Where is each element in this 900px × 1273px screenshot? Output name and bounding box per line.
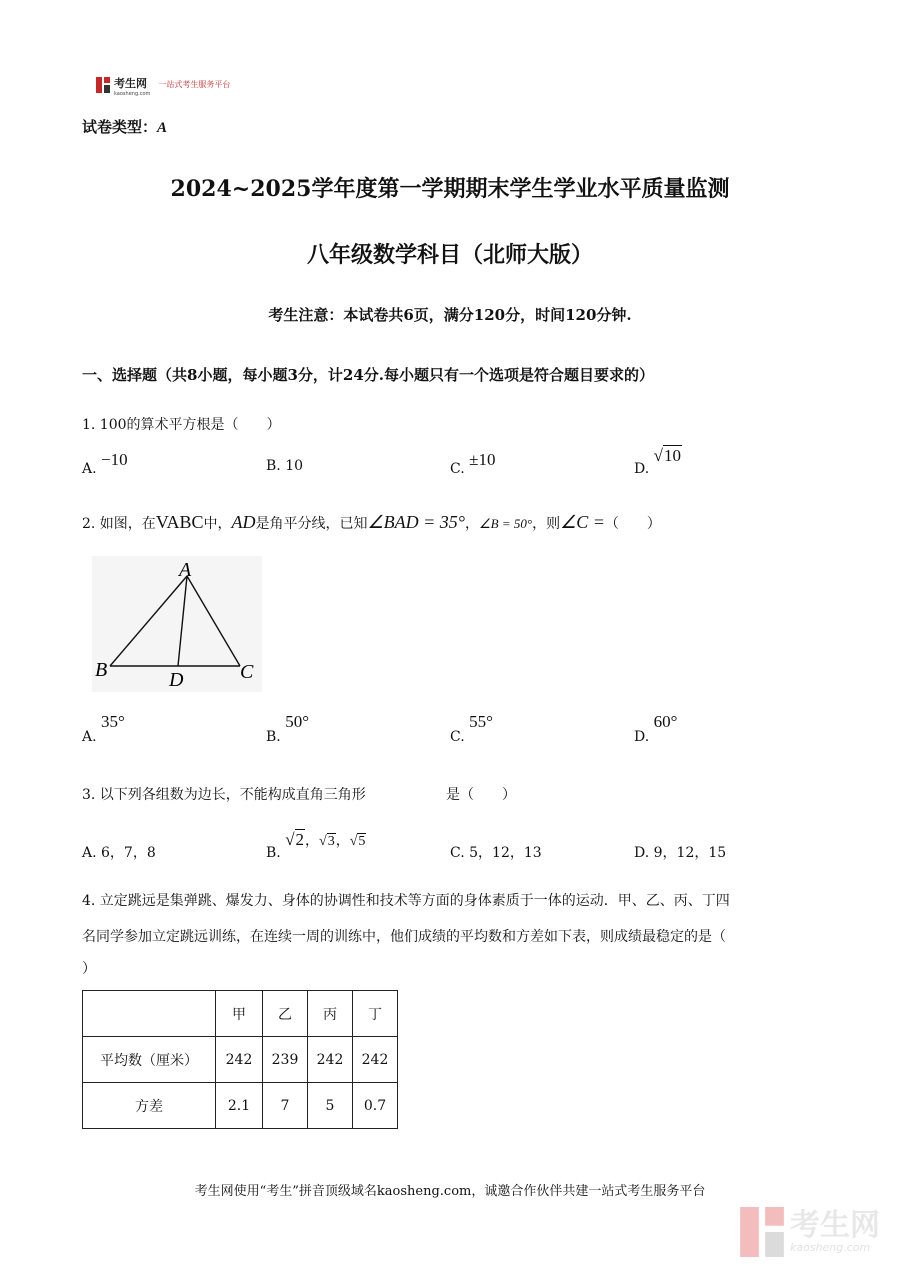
option-value: 50°: [285, 712, 310, 731]
q2-prefix: 2. 如图，在: [82, 516, 156, 532]
option-value: 5，12，13: [469, 845, 542, 861]
exam-title: 2024~2025学年度第一学期期末学生学业水平质量监测: [170, 176, 730, 202]
vertex-c-label: C: [240, 661, 254, 683]
q2-ad: AD: [231, 512, 256, 532]
q2-angle-bad: ∠BAD = 35°: [367, 512, 465, 532]
section-heading: 一、选择题（共8小题，每小题3分，计24分.每小题只有一个选项是符合题目要求的）: [82, 366, 654, 384]
option-label: A.: [82, 845, 97, 861]
table-cell: 2.1: [216, 1083, 263, 1129]
sqrt-2: √2: [285, 830, 305, 849]
watermark: [740, 1207, 880, 1257]
question-3-stem-b: 是（ ）: [446, 787, 516, 803]
table-cell: 242: [216, 1037, 263, 1083]
q1-option-d: [634, 446, 682, 477]
option-label: D.: [634, 845, 650, 861]
question-3-stem-a: 3. 以下列各组数为边长，不能构成直角三角形: [82, 787, 366, 803]
logo-domain: kaosheng.com: [114, 91, 151, 97]
q2-suffix: （ ）: [604, 516, 661, 532]
logo-name: 考生网: [114, 77, 147, 90]
option-sep: ，: [305, 833, 320, 849]
question-4-line-1: 4. 立定跳远是集弹跳、爆发力、身体的协调性和技术等方面的身体素质于一体的运动．甲、乙、丙、丁四: [82, 893, 730, 909]
q2-sep: ，: [465, 516, 479, 532]
option-value: 10: [663, 446, 681, 465]
option-value: −10: [101, 450, 128, 469]
q2-option-a: [82, 712, 125, 745]
option-value: 9，12，15: [653, 845, 727, 861]
q2-option-b: [266, 712, 310, 745]
option-label: A.: [82, 729, 97, 745]
brand-logo: [96, 72, 230, 97]
option-label: D.: [634, 729, 650, 745]
table-header-row: [83, 991, 398, 1037]
watermark-logo-icon: [740, 1207, 784, 1257]
option-sep: ，: [335, 833, 350, 849]
q2-mid3: ，则: [532, 516, 561, 532]
sqrt-10: √10: [653, 446, 681, 465]
q2-triangle: VABC: [155, 512, 204, 532]
option-value: 60°: [653, 712, 678, 731]
option-label: C.: [450, 729, 465, 745]
paper-type-label: 试卷类型：: [82, 118, 158, 136]
table-row: [83, 1037, 398, 1083]
paper-type: [82, 116, 167, 137]
q3-option-c: [450, 842, 542, 862]
triangle-figure: [92, 556, 262, 692]
option-value: 6，7，8: [101, 845, 156, 861]
q2-angle-b: ∠B = 50°: [479, 516, 533, 531]
table-cell: 方差: [83, 1083, 216, 1129]
q2-angle-c: ∠C =: [560, 512, 605, 532]
question-4-line-2: 名同学参加立定跳远训练，在连续一周的训练中，他们成绩的平均数和方差如下表，则成绩最稳定的是（: [82, 929, 726, 945]
option-value: 35°: [101, 712, 125, 731]
option-value: 10: [285, 458, 304, 474]
q2-option-c: [450, 712, 493, 745]
q1-option-b: [266, 458, 303, 474]
q2-mid2: 是角平分线，已知: [255, 516, 368, 532]
vertex-b-label: B: [95, 659, 108, 681]
q2-option-d: [634, 712, 678, 745]
vertex-a-label: A: [179, 559, 192, 581]
watermark-domain: kaosheng.com: [790, 1240, 871, 1254]
watermark-name: 考生网: [790, 1207, 880, 1243]
table-header-cell: 乙: [263, 991, 308, 1037]
stats-table: [82, 990, 398, 1129]
question-1-stem: 1. 100的算术平方根是（ ）: [82, 417, 281, 433]
option-value: 55°: [469, 712, 493, 731]
sqrt-3: √3: [319, 834, 335, 849]
table-header-cell: [83, 991, 216, 1037]
table-cell: 5: [308, 1083, 353, 1129]
table-cell: 242: [308, 1037, 353, 1083]
table-cell: 7: [263, 1083, 308, 1129]
question-2-stem: [82, 512, 661, 533]
logo-slogan: 一站式考生服务平台: [158, 80, 231, 89]
q3-option-d: [634, 842, 726, 862]
option-label: D.: [634, 461, 650, 477]
option-label: B.: [266, 729, 281, 745]
exam-subtitle: 八年级数学科目（北师大版）: [306, 242, 593, 268]
q2-mid1: 中，: [203, 516, 232, 532]
sqrt-5: √5: [349, 834, 366, 849]
paper-type-value: A: [157, 120, 168, 136]
table-cell: 平均数（厘米）: [83, 1037, 216, 1083]
option-label: A.: [82, 461, 97, 477]
page-footer: 考生网使用“考生”拼音顶级域名kaosheng.com，诚邀合作伙伴共建一站式考生服务平台: [194, 1184, 706, 1199]
q3-option-a: [82, 842, 156, 862]
q1-option-a: [82, 450, 128, 477]
point-d-label: D: [169, 669, 184, 691]
option-label: C.: [450, 845, 465, 861]
table-header-cell: 甲: [216, 991, 263, 1037]
question-4-line-3: ）: [82, 961, 96, 977]
table-header-cell: 丁: [353, 991, 398, 1037]
table-cell: 242: [353, 1037, 398, 1083]
option-value: ±10: [469, 450, 496, 469]
option-label: B.: [266, 845, 281, 861]
logo-mark-icon: [96, 77, 110, 93]
option-label: B.: [266, 458, 281, 474]
q3-option-b: [266, 830, 366, 861]
exam-notice: 考生注意：本试卷共6页，满分120分，时间120分钟.: [268, 306, 632, 324]
table-cell: 239: [263, 1037, 308, 1083]
q1-option-c: [450, 450, 496, 477]
table-header-cell: 丙: [308, 991, 353, 1037]
table-cell: 0.7: [353, 1083, 398, 1129]
option-label: C.: [450, 461, 465, 477]
table-row: [83, 1083, 398, 1129]
